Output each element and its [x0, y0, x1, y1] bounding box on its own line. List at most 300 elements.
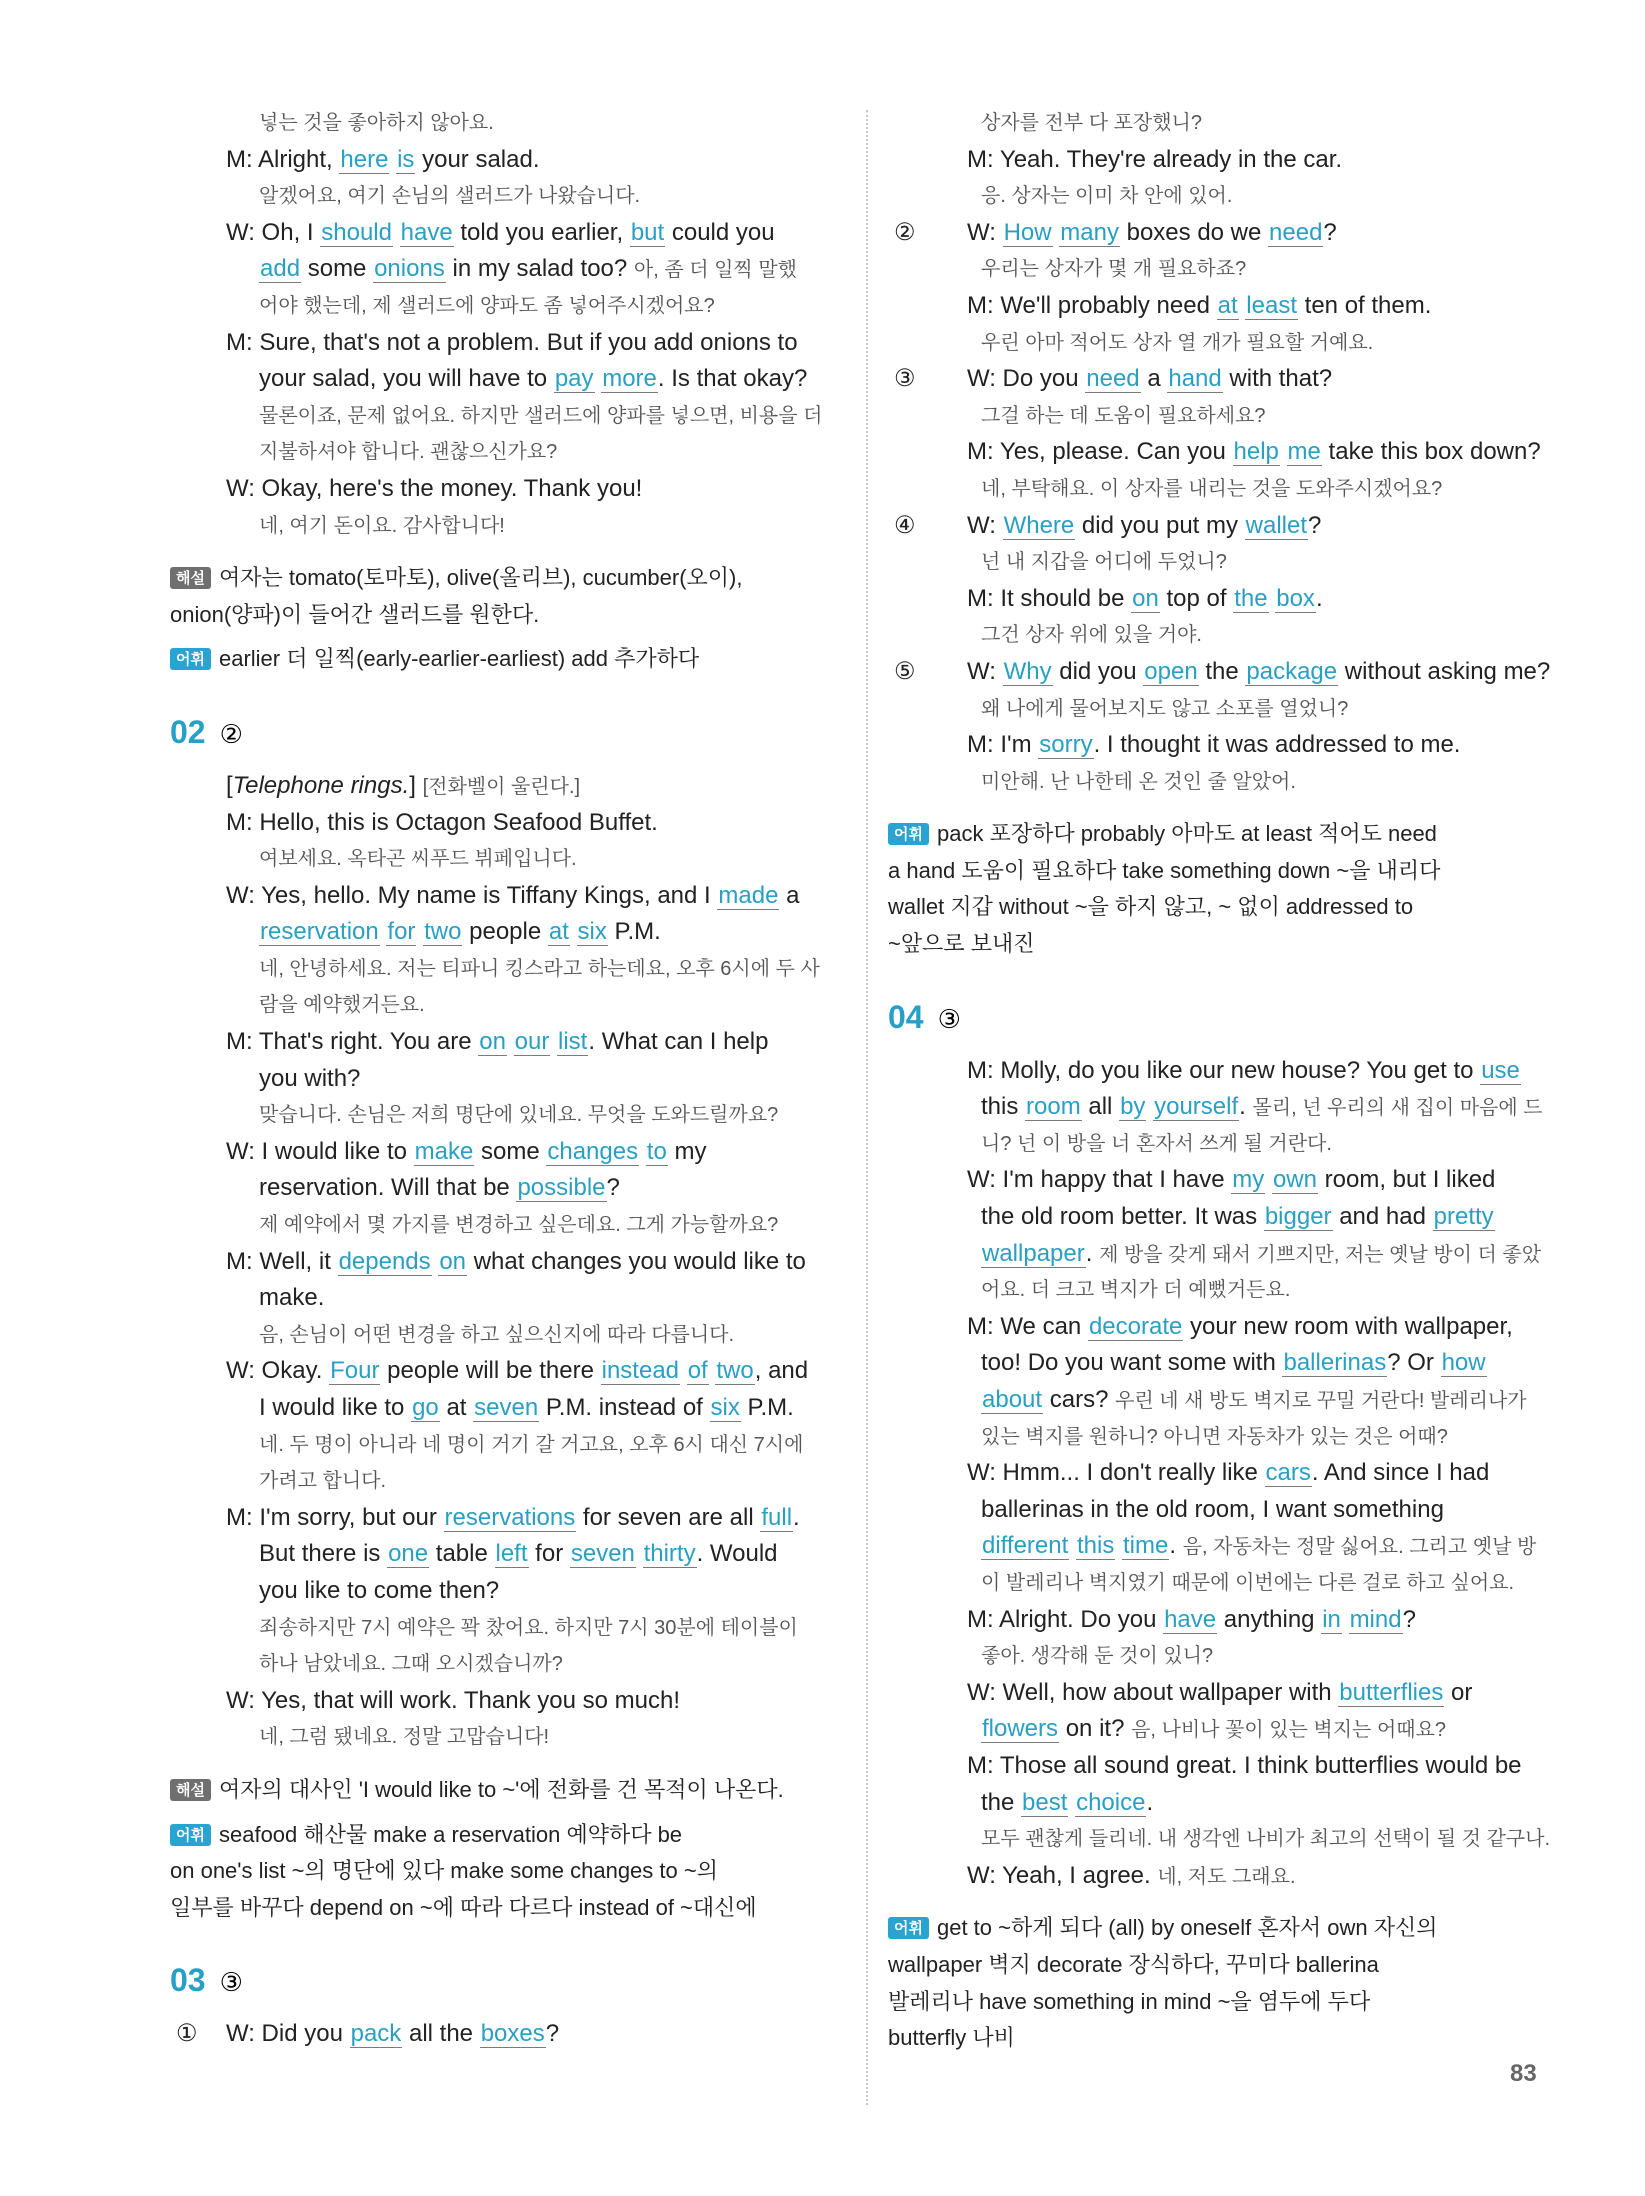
text-run: 이 발레리나 벽지였기 때문에 이번에는 다른 걸로 하고 싶어요. — [981, 1571, 1515, 1594]
translation-line — [170, 178, 840, 215]
translation-line — [170, 508, 840, 545]
text-run: all the — [402, 2020, 480, 2048]
text-run: 상자를 전부 다 포장했니? — [981, 112, 1202, 134]
text-run: I would like to — [259, 1394, 412, 1421]
note-line — [888, 1910, 1558, 1947]
translation-line — [888, 1821, 1558, 1858]
text-run: M: Molly, do you like our new house? You get to — [967, 1056, 1481, 1084]
text-run: on one's list ~의 명단에 있다 make some changes to ~의 — [170, 1858, 718, 1884]
translation-line — [170, 1719, 840, 1756]
translation-line — [888, 617, 1558, 654]
dialogue-line — [888, 1455, 1558, 1492]
text-run: ~앞으로 보내진 — [888, 931, 1035, 957]
dialogue-line — [888, 1345, 1558, 1382]
answer-blank: thirty — [643, 1540, 696, 1568]
translation-line — [888, 1126, 1558, 1163]
note-line — [170, 597, 840, 634]
translation-line — [170, 1097, 840, 1134]
answer-blank: on — [439, 1247, 467, 1275]
answer-blank: my — [1232, 1166, 1265, 1194]
text-run: people — [462, 918, 548, 946]
note-line — [170, 1890, 840, 1927]
answer-blank: the — [1234, 584, 1268, 612]
translation-text: 몰리, 넌 우리의 새 집이 마음에 드 — [1252, 1097, 1543, 1120]
dialogue-line — [170, 1683, 840, 1720]
text-run: 니? 넌 이 방을 너 혼자서 쓰게 될 거란다. — [981, 1132, 1332, 1155]
text-run: 음, 손님이 어떤 변경을 하고 싶으신지에 따라 다릅니다. — [259, 1323, 735, 1346]
answer-blank: instead — [601, 1357, 680, 1385]
text-run: what changes you would like to — [467, 1247, 806, 1275]
answer-blank: pack — [350, 2020, 402, 2048]
answer-blank: mind — [1349, 1605, 1402, 1633]
vocabulary-label: 어휘 — [888, 1917, 929, 1939]
text-run: for seven are all — [576, 1503, 761, 1531]
text-run: at — [439, 1394, 474, 1421]
choice-number: ⑤ — [894, 657, 916, 685]
translation-text: 우린 네 새 방도 벽지로 꾸밀 거란다! 발레리나가 — [1115, 1390, 1527, 1412]
text-run: 알겠어요, 여기 손님의 샐러드가 나왔습니다. — [259, 185, 641, 208]
answer-blank: own — [1272, 1166, 1317, 1194]
dialogue-line — [170, 1390, 840, 1427]
answer-blank: pay — [554, 365, 594, 393]
text-run: room, but I liked — [1317, 1166, 1496, 1194]
answer-blank: open — [1144, 657, 1198, 685]
text-run: 네, 안녕하세요. 저는 티파니 킹스라고 하는데요, 오후 6시에 두 사 — [259, 957, 820, 980]
translation-line — [888, 325, 1558, 362]
answer-blank: boxes — [480, 2020, 545, 2048]
note-line — [888, 853, 1558, 890]
answer-blank: here — [340, 145, 389, 173]
text-run: 우린 아마 적어도 상자 열 개가 필요할 거예요. — [981, 331, 1374, 354]
dialogue-line — [888, 1711, 1558, 1748]
text-run: did you — [1052, 657, 1144, 685]
answer-blank: at — [548, 918, 569, 946]
text-run: all — [1081, 1093, 1120, 1121]
text-run: this — [981, 1093, 1026, 1121]
translation-line — [888, 1272, 1558, 1309]
choice-number: ③ — [894, 365, 916, 393]
answer-blank: depends — [338, 1247, 431, 1275]
text-run: . — [1315, 584, 1323, 612]
answer-blank: our — [514, 1028, 550, 1056]
answer-blank: help — [1233, 438, 1279, 466]
answer-blank: least — [1246, 291, 1297, 319]
translation-line — [170, 841, 840, 878]
text-run: 모두 괜찮게 들리네. 내 생각엔 나비가 최고의 선택이 될 것 같구나. — [981, 1828, 1550, 1851]
dialogue-line — [170, 1244, 840, 1281]
vocabulary-label: 어휘 — [170, 1824, 211, 1846]
text-run: W: Well, how about wallpaper with — [967, 1678, 1339, 1706]
dialogue-line — [170, 361, 840, 398]
q03-dialogue — [170, 2016, 840, 2053]
text-run: M: Those all sound great. I think butterflies would be — [967, 1751, 1522, 1779]
answer-blank: need — [1269, 218, 1323, 246]
text-run: 여자는 tomato(토마토), olive(올리브), cucumber(오이), — [218, 565, 743, 591]
translation-line — [888, 691, 1558, 728]
text-run: P.M. instead of — [539, 1394, 710, 1421]
answer-blank: go — [412, 1394, 439, 1421]
translation-line — [888, 178, 1558, 215]
translation-line — [888, 1565, 1558, 1602]
answer-blank: left — [495, 1540, 528, 1568]
text-run: table — [429, 1540, 495, 1568]
dialogue-line — [888, 1199, 1558, 1236]
dialogue-line — [170, 768, 840, 805]
translation-text: 음, 자동차는 정말 싫어요. 그리고 옛날 방 — [1182, 1536, 1537, 1559]
translation-line — [170, 288, 840, 325]
text-run: ? — [606, 1174, 620, 1202]
dialogue-line — [170, 878, 840, 915]
text-run: [ — [226, 771, 233, 799]
note-line — [888, 926, 1558, 963]
answer-blank: one — [388, 1540, 429, 1568]
answer-blank: decorate — [1088, 1312, 1183, 1340]
text-run: 네, 그럼 됐네요. 정말 고맙습니다! — [259, 1726, 550, 1749]
text-run: wallpaper 벽지 decorate 장식하다, 꾸미다 ballerina — [888, 1951, 1379, 1977]
text-run: W: — [967, 218, 1003, 246]
answer-blank: to — [646, 1137, 667, 1165]
translation-line — [888, 764, 1558, 801]
text-run: wallet 지갑 without ~을 하지 않고, ~ 없이 addressed to — [888, 894, 1414, 920]
text-run: . And since I had — [1311, 1459, 1490, 1487]
note-line — [888, 1947, 1558, 1984]
answer-choice: ③ — [937, 1004, 961, 1035]
text-run: a — [1140, 365, 1168, 393]
answer-blank: have — [400, 218, 453, 246]
answer-blank: sorry — [1039, 731, 1093, 759]
translation-line — [170, 434, 840, 471]
question-number: 03 — [170, 1962, 206, 1999]
dialogue-line — [170, 1500, 840, 1537]
answer-blank: box — [1276, 584, 1315, 612]
text-run: 여자의 대사인 'I would like to ~'에 전화를 건 목적이 나온다. — [218, 1776, 784, 1802]
text-run: W: Okay, here's the money. Thank you! — [226, 474, 643, 502]
dialogue-line — [888, 1675, 1558, 1712]
answer-blank: flowers — [982, 1715, 1059, 1743]
q01-continuation — [170, 105, 840, 678]
translation-line — [170, 398, 840, 435]
text-run: M: Well, it — [226, 1247, 338, 1275]
text-run: the old room better. It was — [981, 1203, 1264, 1231]
text-run: onion(양파)이 들어간 샐러드를 원한다. — [170, 601, 540, 627]
answer-blank: yourself — [1154, 1093, 1239, 1121]
answer-blank: wallpaper — [982, 1239, 1085, 1267]
answer-blank: two — [424, 918, 462, 946]
answer-blank: more — [602, 365, 657, 393]
text-run: the — [1198, 657, 1246, 685]
q02-dialogue — [170, 768, 840, 1926]
text-run: 물론이죠, 문제 없어요. 하지만 샐러드에 양파를 넣으면, 비용을 더 — [259, 404, 823, 427]
text-run — [639, 1138, 646, 1165]
translation-line — [888, 471, 1558, 508]
dialogue-line — [888, 727, 1558, 764]
answer-blank: should — [321, 218, 392, 246]
answer-blank: Why — [1003, 657, 1052, 685]
text-run — [636, 1540, 643, 1567]
dialogue-line — [888, 508, 1558, 545]
text-run: W: Did you — [226, 2020, 350, 2048]
text-run: 발레리나 have something in mind ~을 염두에 두다 — [888, 1988, 1371, 2014]
text-run — [1069, 1532, 1076, 1559]
text-run: M: Hello, this is Octagon Seafood Buffet. — [226, 808, 658, 836]
vocabulary-label: 어휘 — [170, 648, 211, 670]
text-run: 어요. 더 크고 벽지가 더 예뻤거든요. — [981, 1279, 1291, 1302]
question-number: 02 — [170, 713, 206, 750]
note-line — [888, 816, 1558, 853]
answer-blank: changes — [547, 1137, 639, 1165]
text-run: M: I'm — [967, 731, 1039, 759]
text-run: ? — [545, 2020, 560, 2048]
text-run: 좋아. 생각해 둔 것이 있니? — [981, 1645, 1214, 1668]
dialogue-line — [170, 1134, 840, 1171]
dialogue-line — [888, 1309, 1558, 1346]
text-run: . What can I help — [588, 1028, 769, 1056]
text-run: M: Yes, please. Can you — [967, 438, 1233, 466]
text-run: seafood 해산물 make a reservation 예약하다 be — [218, 1821, 683, 1847]
translation-line — [170, 1646, 840, 1683]
text-run: W: Oh, I — [226, 218, 321, 246]
answer-blank: full — [761, 1503, 793, 1531]
answer-blank: different — [982, 1532, 1069, 1560]
text-run: with that? — [1222, 365, 1333, 393]
text-run: . — [1169, 1532, 1183, 1560]
translation-line — [170, 987, 840, 1024]
text-run — [1115, 1532, 1122, 1559]
text-run: boxes do we — [1119, 218, 1269, 246]
text-run: people will be there — [380, 1357, 601, 1385]
text-run — [1265, 1166, 1272, 1193]
translation-line — [888, 105, 1558, 142]
dialogue-line — [888, 1236, 1558, 1273]
text-run: M: We can — [967, 1312, 1088, 1340]
text-run: top of — [1159, 584, 1234, 612]
translation-line — [170, 1317, 840, 1354]
text-run: or — [1444, 1678, 1473, 1706]
text-run: 죄송하지만 7시 예약은 꽉 찼어요. 하지만 7시 30분에 테이블이 — [259, 1616, 798, 1639]
answer-blank: many — [1060, 218, 1119, 246]
note-line — [170, 641, 840, 678]
text-run: you with? — [259, 1064, 361, 1092]
dialogue-line — [170, 325, 840, 362]
dialogue-line — [170, 251, 840, 288]
text-run: W: Yes, that will work. Thank you so much! — [226, 1686, 680, 1714]
right-column — [888, 105, 1558, 2057]
text-run: in my salad too? — [445, 255, 634, 283]
text-run: reservation. Will that be — [259, 1174, 517, 1202]
answer-blank: room — [1026, 1093, 1081, 1121]
text-run — [507, 1028, 514, 1055]
text-run: ? — [1323, 218, 1337, 246]
note-line — [170, 560, 840, 597]
text-run: W: I'm happy that I have — [967, 1166, 1232, 1194]
text-run: . — [1085, 1239, 1100, 1267]
answer-blank: made — [718, 881, 779, 909]
text-run: 맞습니다. 손님은 저희 명단에 있네요. 무엇을 도와드릴까요? — [259, 1104, 779, 1127]
question-number: 04 — [888, 998, 924, 1035]
text-run — [570, 918, 577, 945]
text-run: M: It should be — [967, 584, 1132, 612]
answer-blank: bigger — [1264, 1203, 1332, 1231]
text-run: P.M. — [740, 1394, 794, 1421]
answer-blank: How — [1003, 218, 1052, 246]
vocabulary-label: 어휘 — [888, 823, 929, 845]
text-run: make. — [259, 1284, 325, 1312]
answer-blank: on — [479, 1028, 506, 1056]
answer-blank: reservations — [444, 1503, 576, 1531]
text-run: M: I'm sorry, but our — [226, 1503, 444, 1531]
translation-line — [888, 544, 1558, 581]
text-run: 제 예약에서 몇 가지를 변경하고 싶은데요. 그게 가능할까요? — [259, 1214, 779, 1237]
dialogue-line — [170, 2016, 840, 2053]
text-run: pack 포장하다 probably 아마도 at least 적어도 need — [936, 821, 1437, 847]
text-run: and had — [1332, 1203, 1433, 1231]
text-run: 응. 상자는 이미 차 안에 있어. — [981, 185, 1233, 208]
text-run: 그건 상자 위에 있을 거야. — [981, 624, 1202, 647]
answer-blank: seven — [474, 1394, 539, 1421]
text-run: butterfly 나비 — [888, 2025, 1015, 2051]
answer-blank: possible — [517, 1174, 606, 1202]
note-line — [888, 1984, 1558, 2021]
answer-blank: how — [1441, 1349, 1486, 1377]
dialogue-line — [888, 1162, 1558, 1199]
answer-blank: seven — [570, 1540, 635, 1568]
translation-text: [전화벨이 울린다.] — [422, 775, 581, 798]
text-run: your new room with wallpaper, — [1183, 1312, 1513, 1340]
text-run: But there is — [259, 1540, 388, 1568]
text-run — [1280, 438, 1287, 465]
note-line — [170, 1853, 840, 1890]
translation-line — [170, 105, 840, 142]
translation-text: 제 방을 갖게 돼서 기쁘지만, 저는 옛날 방이 더 좋았 — [1099, 1243, 1542, 1266]
answer-blank: ballerinas — [1283, 1349, 1387, 1377]
dialogue-line — [170, 1353, 840, 1390]
text-run: your salad. — [415, 145, 540, 173]
answer-blank: need — [1086, 365, 1140, 393]
dialogue-line — [888, 1089, 1558, 1126]
dialogue-line — [170, 215, 840, 252]
text-run: anything — [1217, 1605, 1322, 1633]
dialogue-line — [170, 471, 840, 508]
answer-blank: pretty — [1433, 1203, 1494, 1231]
text-run: M: That's right. You are — [226, 1028, 479, 1056]
text-run: . — [1239, 1093, 1253, 1121]
explanation-label: 해설 — [170, 1779, 211, 1801]
answer-blank: onions — [374, 255, 445, 283]
translation-line — [888, 398, 1558, 435]
text-run: earlier 더 일찍(early-earlier-earliest) add 추가하다 — [218, 646, 700, 672]
answer-blank: cars — [1265, 1459, 1311, 1487]
text-run: . I thought it was addressed to me. — [1093, 731, 1461, 759]
text-run — [550, 1028, 557, 1055]
text-run: M: Sure, that's not a problem. But if you add onions to — [226, 328, 798, 356]
dialogue-line — [888, 1492, 1558, 1529]
note-line — [170, 1817, 840, 1854]
text-run: did you put my — [1075, 511, 1245, 539]
dialogue-line — [888, 654, 1558, 691]
text-run: , and — [754, 1357, 809, 1385]
dialogue-line — [888, 1053, 1558, 1090]
text-run: for — [528, 1540, 570, 1568]
dialogue-line — [888, 1602, 1558, 1639]
text-run: . Is that okay? — [657, 365, 808, 393]
text-run: you like to come then? — [259, 1576, 500, 1604]
text-run: 넣는 것을 좋아하지 않아요. — [259, 112, 494, 134]
translation-line — [170, 1463, 840, 1500]
text-run: 람을 예약했거든요. — [259, 994, 425, 1017]
page-number: 83 — [1510, 2060, 1537, 2087]
dialogue-line — [888, 1382, 1558, 1419]
answer-blank: butterflies — [1339, 1678, 1444, 1706]
dialogue-line — [170, 1280, 840, 1317]
translation-line — [888, 1419, 1558, 1456]
translation-line — [170, 951, 840, 988]
text-run: P.M. — [607, 918, 661, 946]
answer-blank: choice — [1076, 1788, 1146, 1816]
dialogue-line — [888, 215, 1558, 252]
note-line — [888, 2020, 1558, 2057]
dialogue-line — [888, 1858, 1558, 1895]
dialogue-line — [888, 581, 1558, 618]
dialogue-line — [170, 1573, 840, 1610]
choice-number: ① — [176, 2020, 198, 2048]
q04-dialogue — [888, 1053, 1558, 2057]
answer-blank: best — [1022, 1788, 1068, 1816]
answer-blank: list — [558, 1028, 588, 1056]
answer-blank: add — [260, 255, 301, 283]
answer-blank: Where — [1003, 511, 1075, 539]
text-run: M: Alright. Do you — [967, 1605, 1164, 1633]
text-run: 어야 했는데, 제 샐러드에 양파도 좀 넣어주시겠어요? — [259, 294, 715, 317]
text-run: . — [1146, 1788, 1154, 1816]
text-run: 여보세요. 옥타곤 씨푸드 뷔페입니다. — [259, 848, 577, 871]
text-run: ballerinas in the old room, I want something — [981, 1495, 1444, 1523]
answer-blank: make — [414, 1137, 474, 1165]
text-run: without asking me? — [1338, 657, 1551, 685]
dialogue-line — [888, 434, 1558, 471]
text-run: ? — [1308, 511, 1322, 539]
answer-blank: for — [387, 918, 416, 946]
answer-blank: of — [687, 1357, 708, 1385]
answer-blank: have — [1164, 1605, 1217, 1633]
text-run: 네, 부탁해요. 이 상자를 내리는 것을 도와주시겠어요? — [981, 477, 1443, 500]
translation-line — [170, 1610, 840, 1647]
explanation-label: 해설 — [170, 567, 211, 589]
text-run: 지불하셔야 합니다. 괜찮으신가요? — [259, 441, 558, 464]
text-run: told you earlier, — [453, 218, 630, 246]
text-run: M: We'll probably need — [967, 291, 1217, 319]
dialogue-line — [170, 914, 840, 951]
translation-line — [170, 1207, 840, 1244]
text-run: . Would — [696, 1540, 778, 1568]
text-run: ] — [409, 771, 423, 799]
q02-header — [170, 704, 840, 760]
text-run: the — [981, 1788, 1022, 1816]
text-run: ten of them. — [1298, 291, 1432, 319]
dialogue-line — [888, 361, 1558, 398]
dialogue-line — [170, 1170, 840, 1207]
text-run: 넌 내 지갑을 어디에 두었니? — [981, 551, 1227, 574]
translation-text: 아, 좀 더 일찍 말했 — [633, 259, 797, 282]
text-run: 일부를 바꾸다 depend on ~에 따라 다르다 instead of ~대신에 — [170, 1894, 757, 1920]
text-run: 네, 여기 돈이요. 감사합니다! — [259, 514, 505, 537]
text-run: W: Yeah, I agree. — [967, 1861, 1158, 1889]
answer-blank: time — [1123, 1532, 1169, 1560]
text-run: 우리는 상자가 몇 개 필요하죠? — [981, 258, 1247, 281]
choice-number: ④ — [894, 511, 916, 539]
note-line — [888, 889, 1558, 926]
text-run: W: Hmm... I don't really like — [967, 1459, 1265, 1487]
text-run: a hand 도움이 필요하다 take something down ~을 내리다 — [888, 857, 1441, 883]
